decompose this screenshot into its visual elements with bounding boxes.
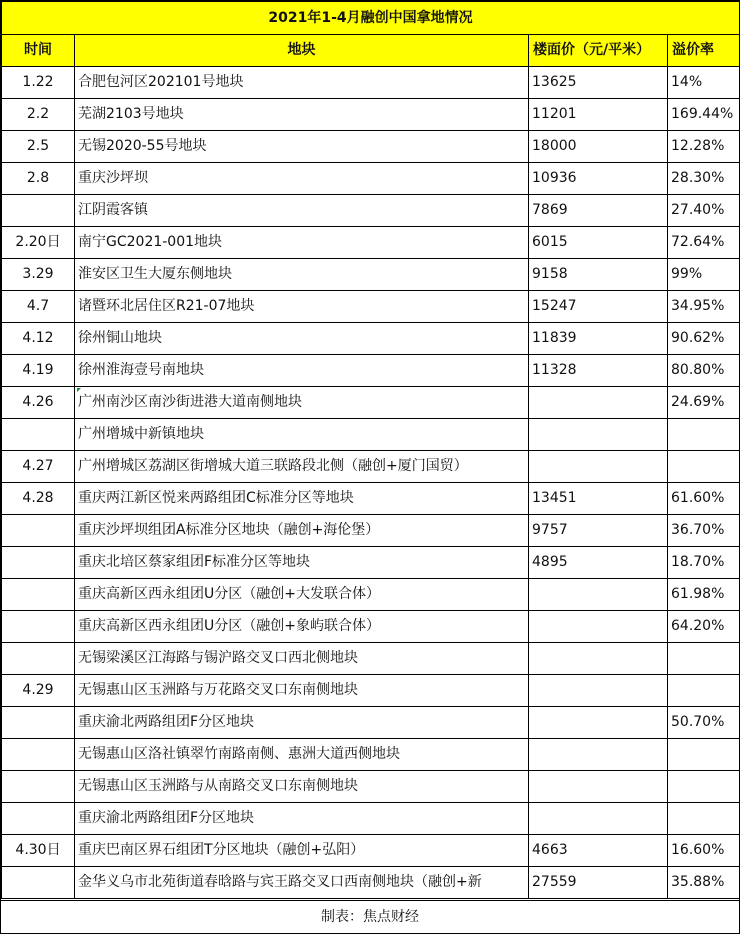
cell-date bbox=[2, 707, 75, 739]
cell-plot: 重庆高新区西永组团U分区（融创+大发联合体） bbox=[75, 579, 529, 611]
cell-plot: 金华义乌市北苑街道春晗路与宾王路交叉口西南侧地块（融创+新 bbox=[75, 867, 529, 899]
table-row bbox=[2, 419, 740, 451]
table-row bbox=[2, 611, 740, 643]
cell-plot: 诸暨环北居住区R21-07地块 bbox=[75, 291, 529, 323]
cell-plot: 重庆渝北两路组团F分区地块 bbox=[75, 707, 529, 739]
cell-price bbox=[529, 675, 668, 707]
table-row bbox=[2, 579, 740, 611]
table-row bbox=[2, 835, 740, 867]
cell-price bbox=[529, 419, 668, 451]
cell-premium: 61.98% bbox=[668, 579, 740, 611]
cell-price bbox=[529, 387, 668, 419]
table-row bbox=[2, 771, 740, 803]
table-row bbox=[2, 99, 740, 131]
cell-premium: 90.62% bbox=[668, 323, 740, 355]
cell-premium bbox=[668, 419, 740, 451]
cell-premium: 14% bbox=[668, 67, 740, 99]
cell-premium: 169.44% bbox=[668, 99, 740, 131]
cell-plot: 重庆两江新区悦来两路组团C标准分区等地块 bbox=[75, 483, 529, 515]
cell-plot: 徐州铜山地块 bbox=[75, 323, 529, 355]
table-row bbox=[2, 195, 740, 227]
cell-plot: 无锡梁溪区江海路与锡沪路交叉口西北侧地块 bbox=[75, 643, 529, 675]
cell-price bbox=[529, 707, 668, 739]
cell-plot: 广州南沙区南沙街进港大道南侧地块 bbox=[75, 387, 529, 419]
cell-price: 4663 bbox=[529, 835, 668, 867]
header-premium: 溢价率 bbox=[668, 35, 740, 67]
cell-premium: 24.69% bbox=[668, 387, 740, 419]
cell-plot: 广州增城区荔湖区街增城大道三联路段北侧（融创+厦门国贸） bbox=[75, 451, 529, 483]
cell-plot: 淮安区卫生大厦东侧地块 bbox=[75, 259, 529, 291]
table-row bbox=[2, 291, 740, 323]
cell-premium: 64.20% bbox=[668, 611, 740, 643]
cell-date bbox=[2, 579, 75, 611]
cell-premium bbox=[668, 739, 740, 771]
table-row bbox=[2, 739, 740, 771]
cell-plot: 徐州淮海壹号南地块 bbox=[75, 355, 529, 387]
cell-price: 18000 bbox=[529, 131, 668, 163]
table-row bbox=[2, 259, 740, 291]
cell-plot: 重庆巴南区界石组团T分区地块（融创+弘阳） bbox=[75, 835, 529, 867]
cell-date: 2.2 bbox=[2, 99, 75, 131]
header-price: 楼面价（元/平米） bbox=[529, 35, 668, 67]
cell-premium bbox=[668, 675, 740, 707]
cell-premium: 12.28% bbox=[668, 131, 740, 163]
table-row bbox=[2, 707, 740, 739]
cell-date bbox=[2, 739, 75, 771]
cell-price: 11839 bbox=[529, 323, 668, 355]
table-row bbox=[2, 483, 740, 515]
cell-price: 9757 bbox=[529, 515, 668, 547]
land-acquisition-table bbox=[1, 1, 740, 899]
table-row bbox=[2, 355, 740, 387]
table-row bbox=[2, 451, 740, 483]
cell-date: 4.19 bbox=[2, 355, 75, 387]
cell-premium: 27.40% bbox=[668, 195, 740, 227]
cell-premium bbox=[668, 771, 740, 803]
cell-price: 6015 bbox=[529, 227, 668, 259]
cell-price: 13451 bbox=[529, 483, 668, 515]
cell-plot: 广州增城中新镇地块 bbox=[75, 419, 529, 451]
cell-premium bbox=[668, 643, 740, 675]
table-body bbox=[2, 67, 740, 899]
table-row bbox=[2, 323, 740, 355]
cell-premium bbox=[668, 451, 740, 483]
table-footer: 制表：焦点财经 bbox=[1, 900, 739, 933]
table-row bbox=[2, 547, 740, 579]
table-title: 2021年1-4月融创中国拿地情况 bbox=[2, 2, 740, 35]
cell-price: 15247 bbox=[529, 291, 668, 323]
cell-premium: 80.80% bbox=[668, 355, 740, 387]
cell-price bbox=[529, 579, 668, 611]
table-row bbox=[2, 675, 740, 707]
title-row bbox=[2, 2, 740, 35]
cell-price: 11201 bbox=[529, 99, 668, 131]
cell-plot: 南宁GC2021-001地块 bbox=[75, 227, 529, 259]
cell-plot: 重庆渝北两路组团F分区地块 bbox=[75, 803, 529, 835]
cell-date bbox=[2, 771, 75, 803]
header-row bbox=[2, 35, 740, 67]
cell-plot: 合肥包河区202101号地块 bbox=[75, 67, 529, 99]
cell-price: 27559 bbox=[529, 867, 668, 899]
cell-date bbox=[2, 611, 75, 643]
table-row bbox=[2, 227, 740, 259]
cell-price bbox=[529, 803, 668, 835]
cell-premium: 35.88% bbox=[668, 867, 740, 899]
cell-price: 10936 bbox=[529, 163, 668, 195]
cell-date: 2.8 bbox=[2, 163, 75, 195]
cell-plot: 无锡惠山区玉洲路与从南路交叉口东南侧地块 bbox=[75, 771, 529, 803]
cell-date: 4.27 bbox=[2, 451, 75, 483]
cell-plot: 无锡惠山区洛社镇翠竹南路南侧、惠洲大道西侧地块 bbox=[75, 739, 529, 771]
cell-date: 2.5 bbox=[2, 131, 75, 163]
cell-price: 9158 bbox=[529, 259, 668, 291]
cell-premium: 16.60% bbox=[668, 835, 740, 867]
table-row bbox=[2, 67, 740, 99]
table-row bbox=[2, 803, 740, 835]
cell-date: 4.26 bbox=[2, 387, 75, 419]
cell-date bbox=[2, 867, 75, 899]
cell-premium: 99% bbox=[668, 259, 740, 291]
header-date: 时间 bbox=[2, 35, 75, 67]
table-row bbox=[2, 163, 740, 195]
cell-date bbox=[2, 547, 75, 579]
cell-price bbox=[529, 739, 668, 771]
cell-premium: 28.30% bbox=[668, 163, 740, 195]
cell-premium: 61.60% bbox=[668, 483, 740, 515]
cell-date bbox=[2, 195, 75, 227]
cell-premium bbox=[668, 803, 740, 835]
table-row bbox=[2, 515, 740, 547]
cell-date: 1.22 bbox=[2, 67, 75, 99]
cell-plot: 重庆沙坪坝组团A标准分区地块（融创+海伦堡） bbox=[75, 515, 529, 547]
cell-date bbox=[2, 803, 75, 835]
cell-date: 4.12 bbox=[2, 323, 75, 355]
cell-plot: 重庆高新区西永组团U分区（融创+象屿联合体） bbox=[75, 611, 529, 643]
cell-date: 4.29 bbox=[2, 675, 75, 707]
table-row bbox=[2, 867, 740, 899]
cell-price: 13625 bbox=[529, 67, 668, 99]
cell-date bbox=[2, 515, 75, 547]
cell-plot: 芜湖2103号地块 bbox=[75, 99, 529, 131]
cell-date bbox=[2, 419, 75, 451]
cell-price: 7869 bbox=[529, 195, 668, 227]
cell-date: 4.30日 bbox=[2, 835, 75, 867]
cell-price bbox=[529, 611, 668, 643]
cell-plot: 无锡2020-55号地块 bbox=[75, 131, 529, 163]
cell-date: 4.28 bbox=[2, 483, 75, 515]
cell-price: 4895 bbox=[529, 547, 668, 579]
cell-premium: 18.70% bbox=[668, 547, 740, 579]
table-row bbox=[2, 131, 740, 163]
cell-date: 3.29 bbox=[2, 259, 75, 291]
cell-date: 2.20日 bbox=[2, 227, 75, 259]
cell-premium: 36.70% bbox=[668, 515, 740, 547]
cell-price: 11328 bbox=[529, 355, 668, 387]
cell-premium: 72.64% bbox=[668, 227, 740, 259]
table-row bbox=[2, 643, 740, 675]
cell-price bbox=[529, 451, 668, 483]
cell-date bbox=[2, 643, 75, 675]
cell-premium: 50.70% bbox=[668, 707, 740, 739]
cell-plot: 重庆北培区蔡家组团F标准分区等地块 bbox=[75, 547, 529, 579]
cell-date: 4.7 bbox=[2, 291, 75, 323]
cell-plot: 江阴霞客镇 bbox=[75, 195, 529, 227]
table-row bbox=[2, 387, 740, 419]
header-plot: 地块 bbox=[75, 35, 529, 67]
cell-plot: 无锡惠山区玉洲路与万花路交叉口东南侧地块 bbox=[75, 675, 529, 707]
cell-price bbox=[529, 771, 668, 803]
cell-comment-marker bbox=[77, 388, 81, 392]
cell-plot: 重庆沙坪坝 bbox=[75, 163, 529, 195]
cell-premium: 34.95% bbox=[668, 291, 740, 323]
cell-price bbox=[529, 643, 668, 675]
